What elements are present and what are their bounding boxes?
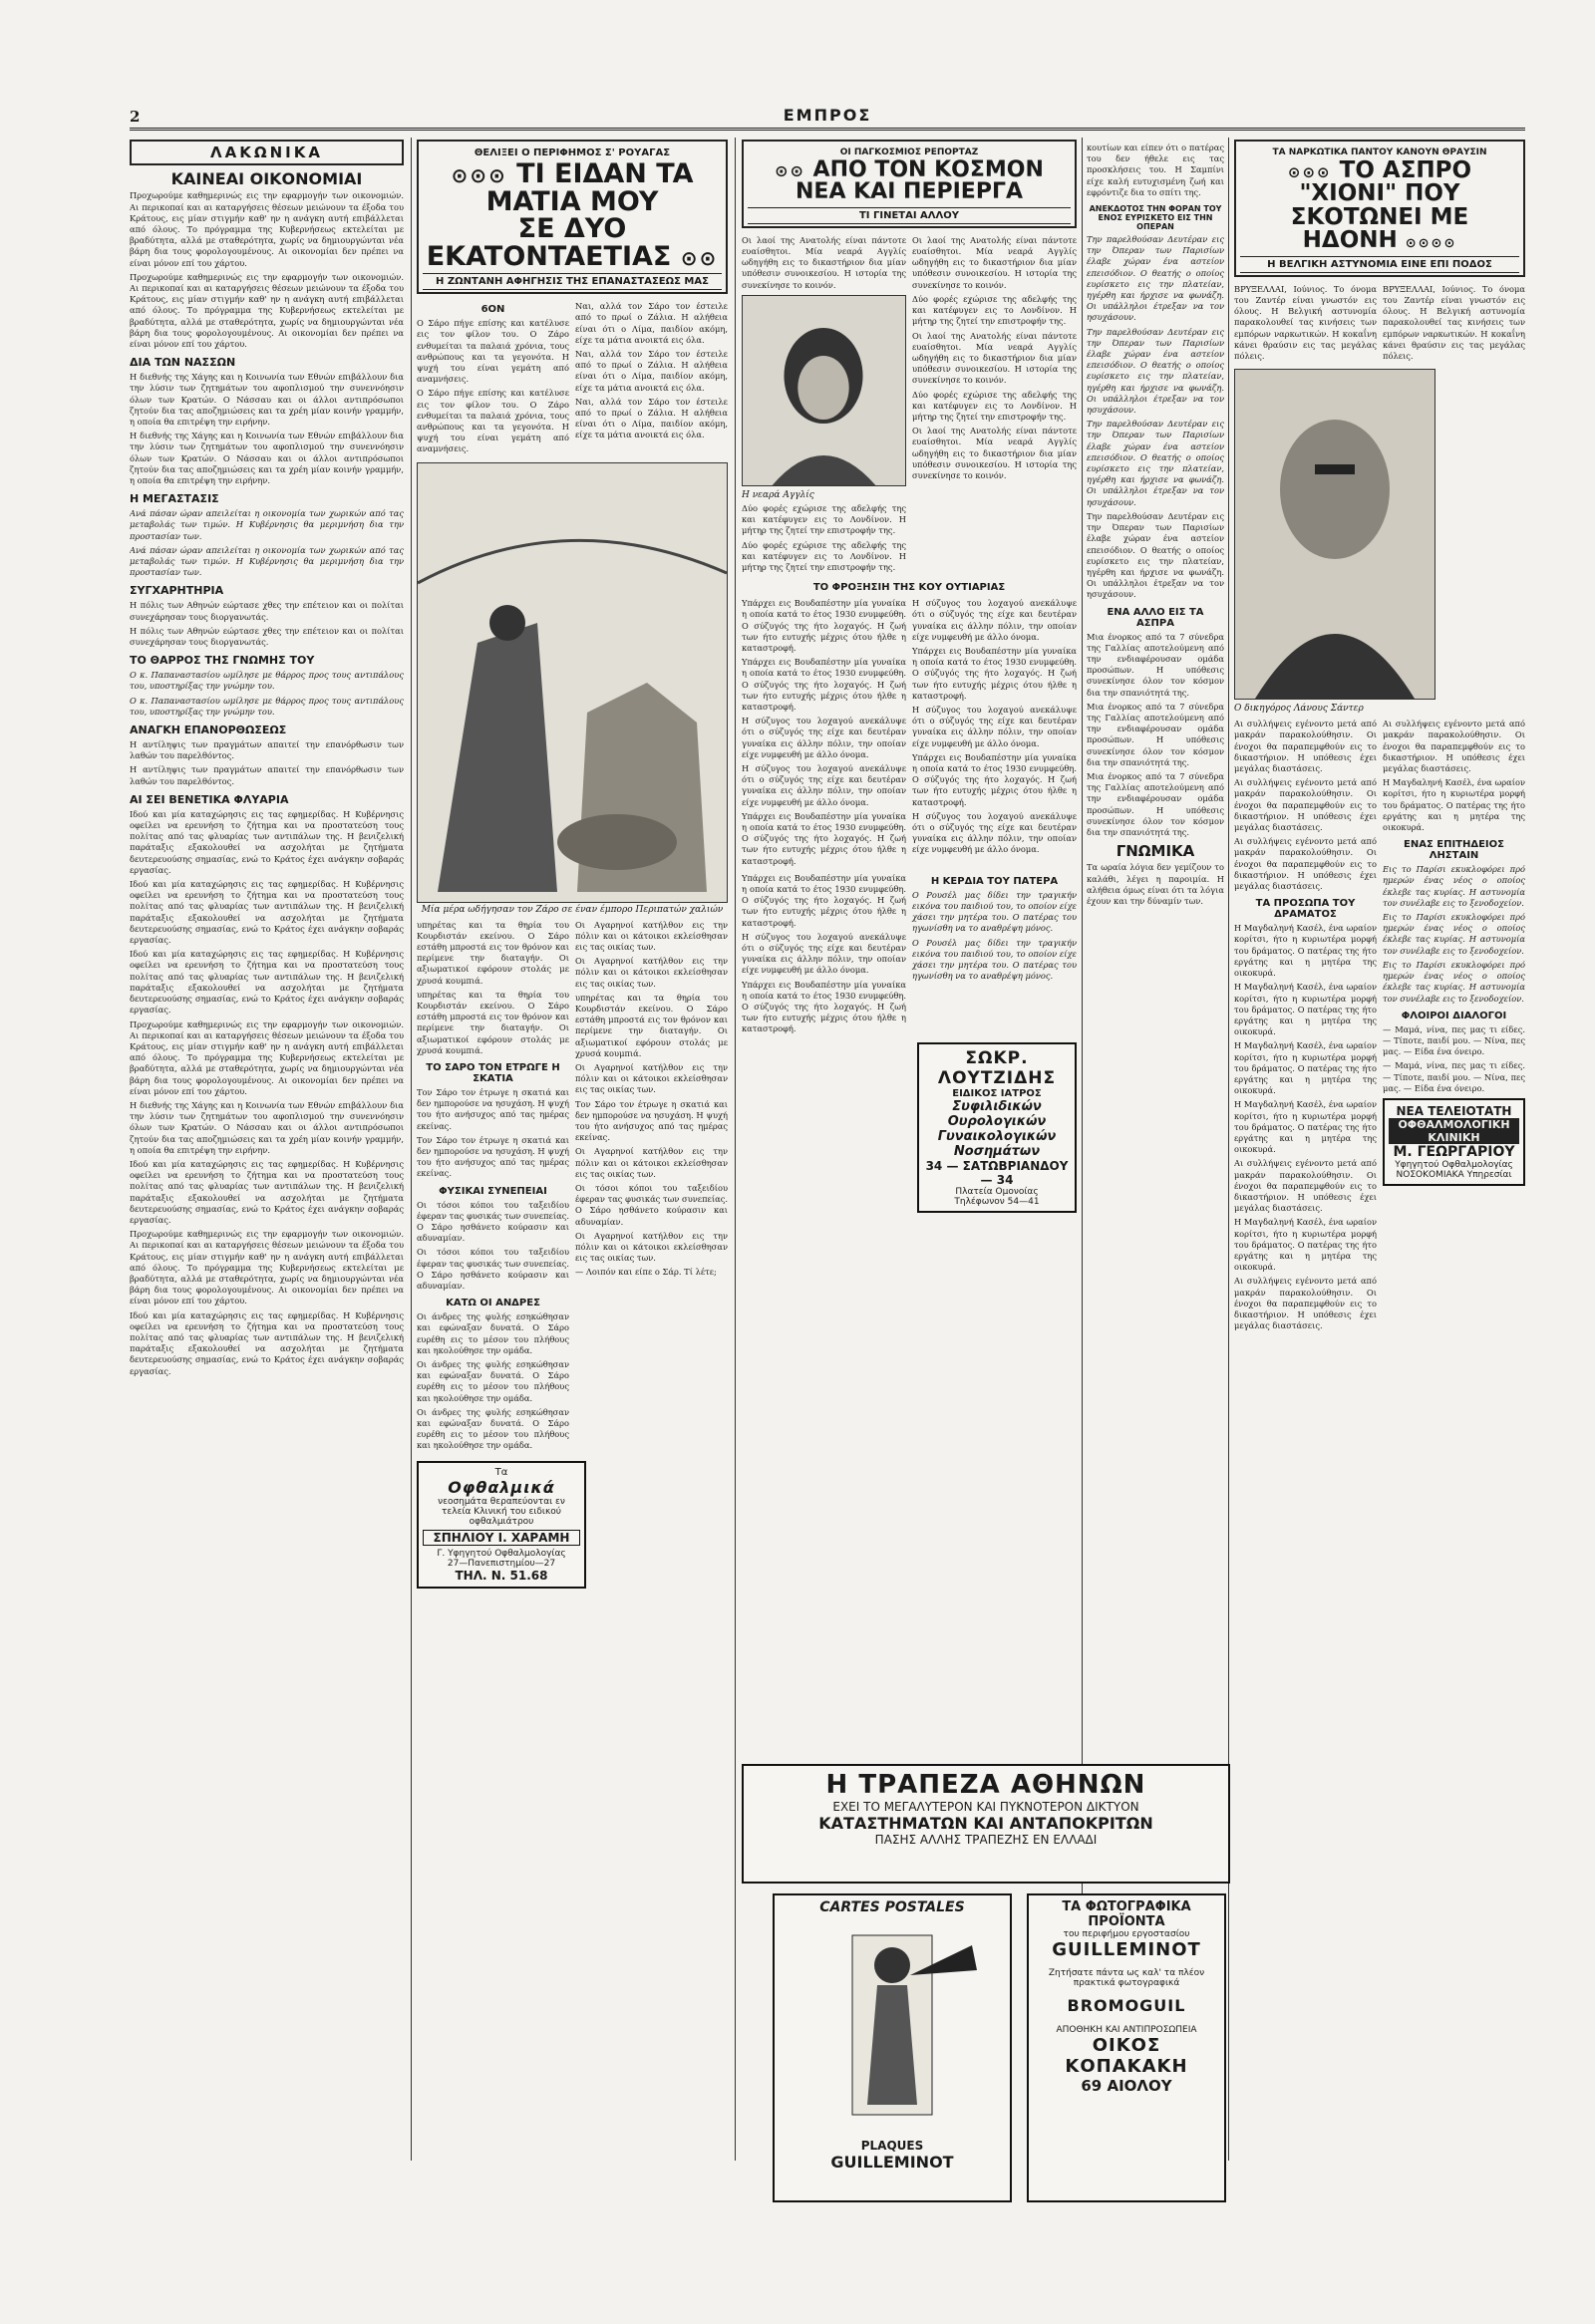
article-text: Ναι, αλλά τον Σάρο τον έστειλε από το πρωί ο Ζάλια. Η αλήθεια είναι ότι ο Λίμα, παιδίον ακόμη, είχε τα μάτια ανοικτά εις όλα. (575, 348, 728, 393)
subheading: ΤΟ ΣΑΡΟ ΤΟΝ ΕΤΡΩΓΕ Η ΣΚΑΤΙΑ (426, 1062, 560, 1084)
article-text: Η σύζυγος του λοχαγού ανεκάλυψε ότι ο σύζυγός της είχε και δευτέραν γυναίκα εις άλλην πόλιν, την οποίαν είχε νυμφευθή με άλλο όνομα. (742, 931, 906, 976)
advertisement-postcards-illustration: CARTES POSTALES PLAQUES GUILLEMINOT (773, 1893, 1012, 2202)
article-text: Προχωρούμε καθημερινώς εις την εφαρμογήν των οικονομιών. Αι περικοπαί και αι καταργήσεις θέσεων μειώνουν τα έξοδα του Κράτους, εις μίαν στιγμήν καθ' ην η ανάγκη αυτή επιβάλλεται από όλους. Το πρόγραμμα της Κυβερνήσεως εκτελείται με βραδύτητα, αλλά με σταθερότητα, χωρίς να δημιουργώνται νέα βάρη δια τους φορολογουμένους. Αι οικονομίαι δεν πρέπει να είναι μόνον επί του χάρτου. (130, 1018, 404, 1096)
subheading: ΣΥΓΧΑΡΗΤΗΡΙΑ (130, 584, 224, 598)
article-text: Υπάρχει εις Βουδαπέστην μία γυναίκα η οποία κατά το έτος 1930 ενυμφεύθη. Ο σύζυγός της ήτο λοχαγός. Η ζωή των ήτο ευτυχής μέχρις ότου ήλθε η καταστροφή. (912, 645, 1077, 701)
article-text: Προχωρούμε καθημερινώς εις την εφαρμογήν των οικονομιών. Αι περικοπαί και αι καταργήσεις θέσεων μειώνουν τα έξοδα του Κράτους, εις μίαν στιγμήν καθ' ην η ανάγκη αυτή επιβάλλεται από όλους. Το πρόγραμμα της Κυβερνήσεως εκτελείται με βραδύτητα, αλλά με σταθερότητα, χωρίς να δημιουργώνται νέα βάρη δια τους φορολογουμένους. Αι οικονομίαι δεν πρέπει να είναι μόνον επί του χάρτου. (130, 190, 404, 268)
article-text: Ιδού και μία καταχώρησις εις τας εφημερίδας. Η Κυβέρνησις οφείλει να ερευνήση το ζήτημα και να προστατεύση τους πολίτας από τας φλυαρίας των αντιπάλων της. Η βενιζελική παράταξις εξακολουθεί να ασχολήται με ζητήματα δευτερευούσης σημασίας, ενώ το Κράτος έχει ανάγκην σοβαράς εργασίας. (130, 949, 404, 1016)
article-text: Ο Ρουσέλ μας δίδει την τραγικήν εικόνα του παιδιού του, το οποίον είχε χάσει την μητέρα του. Ο πατέρας του ηγωνίσθη να το αναθρέψη μόνος. (912, 937, 1077, 982)
article-text: Εις το Παρίσι εκυκλοφόρει πρό ημερών ένας νέος ο οποίος έκλεβε τας κυρίας. Η αστυνομία τον συνέλαβε εις το ξενοδοχείον. (1383, 912, 1525, 956)
subheading: ΚΑΤΩ ΟΙ ΑΝΔΡΕΣ (446, 1298, 540, 1309)
article-text: Οι λαοί της Ανατολής είναι πάντοτε ευαίσθητοι. Μία νεαρά Αγγλίς ωδηγήθη εις το δικαστήριον δια μίαν υπόθεσιν συνοικεσίου. Η ιστορία της συνεκίνησε το κοινόν. (912, 234, 1077, 290)
subheading: ΕΝΑΣ ΕΠΙΤΗΔΕΙΟΣ ΛΗΣΤΑΙΝ (1404, 839, 1504, 862)
advertisement-guilleminot: ΤΑ ΦΩΤΟΓΡΑΦΙΚΑ ΠΡΟΪΟΝΤΑ του περιφήμου εργοστασίου GUILLEMINOT Ζητήσατε πάντα ως καλ' τα πλέον πρακτικά φωτογραφικά BROMOGUIL ΑΠΟΘΗΚΗ ΚΑΙ ΑΝΤΙΠΡΟΣΩΠΕΙΑ ΟΙΚΟΣ ΚΟΠΑΚΑΚΗ 69 ΑΙΟΛΟΥ (1027, 1893, 1226, 2202)
article-text: Οι άνδρες της φυλής εσηκώθησαν και εφώναξαν δυνατά. Ο Σάρο ευρέθη εις το μέσον του πλήθους και ηκολούθησε την ομάδα. (417, 1406, 569, 1451)
article-text: Η Μαγδαληνή Κασέλ, ένα ωραίον κορίτσι, ήτο η κυριωτέρα μορφή του δράματος. Ο πατέρας της ήτο εργάτης και η μητέρα της οικοκυρά. (1234, 1099, 1377, 1155)
ornament-icon: ⊙⊙ (680, 245, 719, 270)
column-rule (735, 138, 736, 2161)
advertisement-bank-of-athens: Η ΤΡΑΠΕΖΑ ΑΘΗΝΩΝ ΕΧΕΙ ΤΟ ΜΕΓΑΛΥΤΕΡΟΝ ΚΑΙ ΠΥΚΝΟΤΕΡΟΝ ΔΙΚΤΥΟΝ ΚΑΤΑΣΤΗΜΑΤΩΝ ΚΑΙ ΑΝΤΑΠΟΚΡΙΤΩΝ ΠΑΣΗΣ ΑΛΛΗΣ ΤΡΑΠΕΖΗΣ ΕΝ ΕΛΛΑΔΙ (742, 1764, 1230, 1884)
ornament-icon: ⊙⊙⊙ (1287, 163, 1332, 181)
portrait-icon (1235, 370, 1435, 699)
article-text: Προχωρούμε καθημερινώς εις την εφαρμογήν των οικονομιών. Αι περικοπαί και αι καταργήσεις θέσεων μειώνουν τα έξοδα του Κράτους, εις μίαν στιγμήν καθ' ην η ανάγκη αυτή επιβάλλεται από όλους. Το πρόγραμμα της Κυβερνήσεως εκτελείται με βραδύτητα, αλλά με σταθερότητα, χωρίς να δημιουργώνται νέα βάρη δια τους φορολογουμένους. Αι οικονομίαι δεν πρέπει να είναι μόνον επί του χάρτου. (130, 1229, 404, 1307)
article-text: Οι Αγαρηνοί κατήλθον εις την πόλιν και οι κάτοικοι εκλείσθησαν εις τας οικίας των. (575, 919, 728, 952)
article-text: Προχωρούμε καθημερινώς εις την εφαρμογήν των οικονομιών. Αι περικοπαί και αι καταργήσεις θέσεων μειώνουν τα έξοδα του Κράτους, εις μίαν στιγμήν καθ' ην η ανάγκη αυτή επιβάλλεται από όλους. Το πρόγραμμα της Κυβερνήσεως εκτελείται με βραδύτητα, αλλά με σταθερότητα, χωρίς να δημιουργώνται νέα βάρη δια τους φορολογουμένους. Αι οικονομίαι δεν πρέπει να είναι μόνον επί του χάρτου. (130, 271, 404, 349)
article-text: Ανά πάσαν ώραν απειλείται η οικονομία των χωρικών από τας μεταβολάς των τιμών. Η Κυβέρνησις θα μεριμνήση δια την προστασίαν των. (130, 544, 404, 578)
article-text: Μια ένορκος από τα 7 σύνεδρα της Γαλλίας αποτελούμενη από την ενδιαφέρουσαν ομάδα προσώπων. Η υπόθεσις συνεκίνησε όλον τον κόσμον δια την σπανιότητά της. (1087, 631, 1224, 698)
article-text: Η διεθνής της Χάγης και η Κοινωνία των Εθνών επιβάλλουν δια την λύσιν των ζητημάτων του αφοπλισμού την συνεννόησιν όλων των Κρατών. Ο Νάσσαυ και οι άλλοι αντιπρόσωποι ζητούν δια τας αποζημιώσεις και τα χρέη μίαν κοινήν γραμμήν, η οποία θα επιτρέψη την ειρήνην. (130, 372, 404, 427)
article-text: Οι Αγαρηνοί κατήλθον εις την πόλιν και οι κάτοικοι εκλείσθησαν εις τας οικίας των. (575, 1062, 728, 1095)
newspaper-name: ΕΜΠΡΟΣ (783, 106, 872, 125)
photo-lawyer-sander (1234, 369, 1436, 700)
ornament-icon: ⊙⊙⊙ (451, 163, 507, 187)
article-text: Ναι, αλλά τον Σάρο τον έστειλε από το πρωί ο Ζάλια. Η αλήθεια είναι ότι ο Λίμα, παιδίον ακόμη, είχε τα μάτια ανοικτά εις όλα. (575, 396, 728, 440)
article-text: Εις το Παρίσι εκυκλοφόρει πρό ημερών ένας νέος ο οποίος έκλεβε τας κυρίας. Η αστυνομία τον συνέλαβε εις το ξενοδοχείον. (1383, 959, 1525, 1004)
photo-young-englishwoman (742, 295, 906, 486)
article-text: Αι συλλήψεις εγένοντο μετά από μακράν παρακολούθησιν. Οι ένοχοι θα παραπεμφθούν εις το δικαστήριον. Η υπόθεσις έχει μεγάλας διαστάσεις. (1234, 1276, 1377, 1331)
column-narcotics (1234, 140, 1525, 2163)
article-text: Ο κ. Παπαναστασίου ωμίλησε με θάρρος προς τους αντιπάλους του, υποστηρίξας την γνώμην του. (130, 695, 404, 717)
article-text: Η σύζυγος του λοχαγού ανεκάλυψε ότι ο σύζυγός της είχε και δευτέραν γυναίκα εις άλλην πόλιν, την οποίαν είχε νυμφευθή με άλλο όνομα. (912, 810, 1077, 855)
subheading: ΑΝΑΓΚΗ ΕΠΑΝΟΡΘΩΣΕΩΣ (130, 724, 287, 737)
article-text: υπηρέτας και τα θηρία του Κουρδιστάν εκείνου. Ο Σάρο εστάθη μπροστά εις τον θρόνον και περίμενε την διαταγήν. Οι αξιωματικοί εφόρουν στολάς με χρυσά κουμπιά. (417, 989, 569, 1055)
trumpeter-icon (783, 1915, 1002, 2135)
article-text: Ιδού και μία καταχώρησις εις τας εφημερίδας. Η Κυβέρνησις οφείλει να ερευνήση το ζήτημα και να προστατεύση τους πολίτας από τας φλυαρίας των αντιπάλων της. Η βενιζελική παράταξις εξακολουθεί να ασχολήται με ζητήματα δευτερευούσης σημασίας, ενώ το Κράτος έχει ανάγκην σοβαράς εργασίας. (130, 1158, 404, 1225)
subheading: Η ΜΕΓΑΣΤΑΣΙΣ (130, 492, 219, 506)
advertisement-doctor-loutzidis: ΣΩΚΡ. ΛΟΥΤΖΙΔΗΣ ΕΙΔΙΚΟΣ ΙΑΤΡΟΣ Συφιλιδικών Ουρολογικών Γυναικολογικών Νοσημάτων 34 — ΣΑΤΩΒΡΙΑΝΔΟΥ — 34 Πλατεία Ομονοίας Τηλέφωνον 54—41 (917, 1042, 1077, 1213)
illustration-camels (417, 462, 728, 903)
article-text: Αι συλλήψεις εγένοντο μετά από μακράν παρακολούθησιν. Οι ένοχοι θα παραπεμφθούν εις το δικαστήριον. Η υπόθεσις έχει μεγάλας διαστάσεις. (1234, 719, 1377, 774)
article-text: Μια ένορκος από τα 7 σύνεδρα της Γαλλίας αποτελούμενη από την ενδιαφέρουσαν ομάδα προσώπων. Η υπόθεσις συνεκίνησε όλον τον κόσμον δια την σπανιότητά της. (1087, 770, 1224, 837)
subheading: Η ΚΕΡΔΙΑ ΤΟΥ ΠΑΤΕΡΑ (930, 875, 1059, 887)
article-text: υπηρέτας και τα θηρία του Κουρδιστάν εκείνου. Ο Σάρο εστάθη μπροστά εις τον θρόνον και περίμενε την διαταγήν. Οι αξιωματικοί εφόρουν στολάς με χρυσά κουμπιά. (417, 919, 569, 986)
illustration-caption: Μία μέρα ωδήγησαν τον Ζάρο σε έναν έμπορο Περιπατών χαλιών (421, 904, 724, 915)
article-text: Τον Σάρο τον έτρωγε η σκατιά και δεν ημπορούσε να ησυχάση. Η ψυχή του ήτο ανήσυχος από τας ημέρας εκείνας. (575, 1098, 728, 1143)
article-text: Δύο φορές εχώρισε της αδελφής της και κατέφυγεν εις το Λονδίνον. Η μήτηρ της ζητεί την επιστροφήν της. (912, 389, 1077, 422)
subheading: ΤΟ ΘΑΡΡΟΣ ΤΗΣ ΓΝΩΜΗΣ ΤΟΥ (130, 654, 315, 668)
article-text: Οι Αγαρηνοί κατήλθον εις την πόλιν και οι κάτοικοι εκλείσθησαν εις τας οικίας των. (575, 956, 728, 989)
article-text: κουτίων και είπεν ότι ο πατέρας του δεν ήθελε εις τας προσκλήσεις του. Η Σαμπίνι είχε καλή ευτυχισμένη ζωή και εφρόντιζε δια το σπίτι της. (1087, 143, 1224, 197)
article-text: Η πόλις των Αθηνών εώρτασε χθες την επέτειον και οι πολίται συνεχάρησαν τους διοργανωτάς. (130, 625, 404, 648)
article-text: Οι άνδρες της φυλής εσηκώθησαν και εφώναξαν δυνατά. Ο Σάρο ευρέθη εις το μέσον του πλήθους και ηκολούθησε την ομάδα. (417, 1311, 569, 1355)
subheading: ΕΝΑ ΑΛΛΟ ΕΙΣ ΤΑ ΑΣΠΡΑ (1107, 606, 1204, 629)
photo-caption: Ο δικηγόρος Λάνους Σάντερ (1234, 704, 1364, 715)
article-text: Οι τόσοι κόποι του ταξειδίου έφεραν τας φυσικάς των συνεπείας. Ο Σάρο ησθάνετο κούρασιν και αδυναμίαν. (417, 1247, 569, 1292)
subheading: ΤΑ ΠΡΟΣΩΠΑ ΤΟΥ ΔΡΑΜΑΤΟΣ (1255, 898, 1356, 921)
subheading: ΤΟ ΦΡΟΞΗΣΙΗ ΤΗΣ ΚΟΥ ΟΥΤΙΑΡΙΑΣ (812, 582, 1006, 594)
article-text: Οι τόσοι κόποι του ταξειδίου έφεραν τας φυσικάς των συνεπείας. Ο Σάρο ησθάνετο κούρασιν και αδυναμίαν. (575, 1183, 728, 1227)
article-text: Η Μαγδαληνή Κασέλ, ένα ωραίον κορίτσι, ήτο η κυριωτέρα μορφή του δράματος. Ο πατέρας της ήτο εργάτης και η μητέρα της οικοκυρά. (1234, 1217, 1377, 1273)
article-text: Ο Ρουσέλ μας δίδει την τραγικήν εικόνα του παιδιού του, το οποίον είχε χάσει την μητέρα του. Ο πατέρας του ηγωνίσθη να το αναθρέψη μόνος. (912, 889, 1077, 934)
article-text: Την παρελθούσαν Δευτέραν εις την Όπεραν των Παρισίων έλαβε χώραν ένα αστείον επεισόδιον. Ο θεατής ο οποίος ευρίσκετο εις την πλατείαν, ηγέρθη και ήρχισε να φωνάζη. Οι υπάλληλοι έτρεξαν να τον ησυχάσουν. (1087, 419, 1224, 507)
article-text: Τον Σάρο τον έτρωγε η σκατιά και δεν ημπορούσε να ησυχάση. Η ψυχή του ήτο ανήσυχος από τας ημέρας εκείνας. (417, 1134, 569, 1179)
article-text: Υπάρχει εις Βουδαπέστην μία γυναίκα η οποία κατά το έτος 1930 ενυμφεύθη. Ο σύζυγός της ήτο λοχαγός. Η ζωή των ήτο ευτυχής μέχρις ότου ήλθε η καταστροφή. (742, 979, 906, 1034)
subheading: ΔΙΑ ΤΩΝ ΝΑΣΣΩΝ (130, 356, 236, 370)
column-rule (411, 138, 412, 2161)
advertisement-eye-clinic: Τα Οφθαλμικά νεοσημάτα θεραπεύονται εν τελεία Κλινική του ειδικού οφθαλμιάτρου ΣΠΗΛΙΟΥ Ι. ΧΑΡΑΜΗ Γ. Υφηγητού Οφθαλμολογίας 27—Πανεπιστημίου—27 ΤΗΛ. Ν. 51.68 (417, 1461, 586, 1589)
article-text: Τα ωραία λόγια δεν γεμίζουν το καλάθι, λέγει η παροιμία. Η αλήθεια όμως είναι ότι τα λόγια έχουν και την δύναμίν των. (1087, 862, 1224, 907)
article-headline: ⊙⊙ ΑΠΟ ΤΟΝ ΚΟΣΜΟΝ (775, 157, 1044, 182)
article-text: Οι λαοί της Ανατολής είναι πάντοτε ευαίσθητοι. Μία νεαρά Αγγλίς ωδηγήθη εις το δικαστήριον δια μίαν υπόθεσιν συνοικεσίου. Η ιστορία της συνεκίνησε το κοινόν. (742, 234, 906, 290)
column-lakonika (130, 140, 404, 2163)
article-text: Αι συλλήψεις εγένοντο μετά από μακράν παρακολούθησιν. Οι ένοχοι θα παραπεμφθούν εις το δικαστήριον. Η υπόθεσις έχει μεγάλας διαστάσεις. (1234, 1158, 1377, 1214)
article-text: Ανά πάσαν ώραν απειλείται η οικονομία των χωρικών από τας μεταβολάς των τιμών. Η Κυβέρνησις θα μεριμνήση δια την προστασίαν των. (130, 508, 404, 541)
article-text: Οι άνδρες της φυλής εσηκώθησαν και εφώναξαν δυνατά. Ο Σάρο ευρέθη εις το μέσον του πλήθους και ηκολούθησε την ομάδα. (417, 1359, 569, 1403)
article-text: Υπάρχει εις Βουδαπέστην μία γυναίκα η οποία κατά το έτος 1930 ενυμφεύθη. Ο σύζυγός της ήτο λοχαγός. Η ζωή των ήτο ευτυχής μέχρις ότου ήλθε η καταστροφή. (912, 751, 1077, 807)
article-text: Αι συλλήψεις εγένοντο μετά από μακράν παρακολούθησιν. Οι ένοχοι θα παραπεμφθούν εις το δικαστήριον. Η υπόθεσις έχει μεγάλας διαστάσεις. (1234, 777, 1377, 833)
headline-box (1234, 140, 1525, 277)
article-text: Υπάρχει εις Βουδαπέστην μία γυναίκα η οποία κατά το έτος 1930 ενυμφεύθη. Ο σύζυγός της ήτο λοχαγός. Η ζωή των ήτο ευτυχής μέχρις ότου ήλθε η καταστροφή. (742, 657, 906, 712)
article-continuation: — Λοιπόν και είπε ο Σάρ. Τί λέτε; (575, 1267, 717, 1278)
subheading: ΦΛΟΙΡΟΙ ΔΙΑΛΟΓΟΙ (1401, 1010, 1507, 1021)
article-text: Η σύζυγος του λοχαγού ανεκάλυψε ότι ο σύζυγός της είχε και δευτέραν γυναίκα εις άλλην πόλιν, την οποίαν είχε νυμφευθή με άλλο όνομα. (742, 716, 906, 759)
article-text: Αι συλλήψεις εγένοντο μετά από μακράν παρακολούθησιν. Οι ένοχοι θα παραπεμφθούν εις το δικαστήριον. Η υπόθεσις έχει μεγάλας διαστάσεις. (1383, 719, 1525, 774)
subheading: ΦΥΣΙΚΑΙ ΣΥΝΕΠΕΙΑΙ (439, 1185, 547, 1197)
article-text: — Μαμά, νίνα, πες μας τι είδες. — Τίποτε, παιδί μου. — Νίνα, πες μας. — Είδα ένα όνειρο. (1383, 1023, 1525, 1057)
drawing-icon (418, 463, 727, 902)
article-text: Οι λαοί της Ανατολής είναι πάντοτε ευαίσθητοι. Μία νεαρά Αγγλίς ωδηγήθη εις το δικαστήριον δια μίαν υπόθεσιν συνοικεσίου. Η ιστορία της συνεκίνησε το κοινόν. (912, 426, 1077, 480)
article-text: Την παρελθούσαν Δευτέραν εις την Όπεραν των Παρισίων έλαβε χώραν ένα αστείον επεισόδιον. Ο θεατής ο οποίος ευρίσκετο εις την πλατείαν, ηγέρθη και ήρχισε να φωνάζη. Οι υπάλληλοι έτρεξαν να τον ησυχάσουν. (1087, 326, 1224, 416)
headline-box (417, 140, 728, 294)
subheading: ΑΙ ΣΕΙ ΒΕΝΕΤΙΚΑ ΦΛΥΑΡΙΑ (130, 792, 289, 806)
article-text: Ιδού και μία καταχώρησις εις τας εφημερίδας. Η Κυβέρνησις οφείλει να ερευνήση το ζήτημα και να προστατεύση τους πολίτας από τας φλυαρίας των αντιπάλων της. Η βενιζελική παράταξις εξακολουθεί να ασχολήται με ζητήματα δευτερευούσης σημασίας, ενώ το Κράτος έχει ανάγκην σοβαράς εργασίας. (130, 808, 404, 875)
photo-caption: Η νεαρά Αγγλίς (742, 489, 814, 500)
gnomika-heading: ΓΝΩΜΙΚΑ (1116, 842, 1195, 861)
section-kicker: ΛΑΚΩΝΙΚΑ (130, 140, 404, 165)
episode-number: 6ΟΝ (480, 304, 505, 316)
section-kicker: ΤΑ ΝΑΡΚΩΤΙΚΑ ΠΑΝΤΟΥ ΚΑΝΟΥΝ ΘΡΑΥΣΙΝ (1272, 147, 1487, 157)
portrait-icon (743, 296, 905, 485)
article-text: Ιδού και μία καταχώρησις εις τας εφημερίδας. Η Κυβέρνησις οφείλει να ερευνήση το ζήτημα και να προστατεύση τους πολίτας από τας φλυαρίας των αντιπάλων της. Η βενιζελική παράταξις εξακολουθεί να ασχολήται με ζητήματα δευτερευούσης σημασίας, ενώ το Κράτος έχει ανάγκην σοβαράς εργασίας. (130, 879, 404, 946)
ornament-icon: ⊙⊙ (775, 161, 805, 180)
ornament-icon: ⊙⊙⊙⊙ (1405, 236, 1457, 252)
article-text: Οι λαοί της Ανατολής είναι πάντοτε ευαίσθητοι. Μία νεαρά Αγγλίς ωδηγήθη εις το δικαστήριον δια μίαν υπόθεσιν συνοικεσίου. Η ιστορία της συνεκίνησε το κοινόν. (912, 330, 1077, 386)
article-text: Την παρελθούσαν Δευτέραν εις την Όπεραν των Παρισίων έλαβε χώραν ένα αστείον επεισόδιον. Ο θεατής ο οποίος ευρίσκετο εις την πλατείαν, ηγέρθη και ήρχισε να φωνάζη. Οι υπάλληλοι έτρεξαν να τον ησυχάσουν. (1087, 234, 1224, 323)
article-text: Η διεθνής της Χάγης και η Κοινωνία των Εθνών επιβάλλουν δια την λύσιν των ζητημάτων του αφοπλισμού την συνεννόησιν όλων των Κρατών. Ο Νάσσαυ και οι άλλοι αντιπρόσωποι ζητούν δια τας αποζημιώσεις και τα χρέη μίαν κοινήν γραμμήν, η οποία θα επιτρέψη την ειρήνην. (130, 1099, 404, 1155)
article-text: Μια ένορκος από τα 7 σύνεδρα της Γαλλίας αποτελούμενη από την ενδιαφέρουσαν ομάδα προσώπων. Η υπόθεσις συνεκίνησε όλον τον κόσμον δια την σπανιότητά της. (1087, 701, 1224, 767)
article-text: Η διεθνής της Χάγης και η Κοινωνία των Εθνών επιβάλλουν δια την λύσιν των ζητημάτων του αφοπλισμού την συνεννόησιν όλων των Κρατών. Ο Νάσσαυ και οι άλλοι αντιπρόσωποι ζητούν δια τας αποζημιώσεις και τα χρέη μίαν κοινήν γραμμήν, η οποία θα επιτρέψη την ειρήνην. (130, 431, 404, 485)
article-text: ΒΡΥΞΕΛΛΑΙ, Ιούνιος. Το όνομα του Ζαντέρ είναι γνωστόν εις όλους. Η Βελγική αστυνομία παρακολουθεί τας κινήσεις των εμπόρων ναρκωτικών. Η κοκαΐνη κάνει θραύσιν εις τας μεγάλας πόλεις. (1383, 283, 1525, 362)
article-text: Υπάρχει εις Βουδαπέστην μία γυναίκα η οποία κατά το έτος 1930 ενυμφεύθη. Ο σύζυγός της ήτο λοχαγός. Η ζωή των ήτο ευτυχής μέχρις ότου ήλθε η καταστροφή. (742, 810, 906, 866)
article-text: Αι συλλήψεις εγένοντο μετά από μακράν παρακολούθησιν. Οι ένοχοι θα παραπεμφθούν εις το δικαστήριον. Η υπόθεσις έχει μεγάλας διαστάσεις. (1234, 836, 1377, 892)
article-text: Η σύζυγος του λοχαγού ανεκάλυψε ότι ο σύζυγός της είχε και δευτέραν γυναίκα εις άλλην πόλιν, την οποίαν είχε νυμφευθή με άλλο όνομα. (912, 598, 1077, 642)
article-text: ΒΡΥΞΕΛΛΑΙ, Ιούνιος. Το όνομα του Ζαντέρ είναι γνωστόν εις όλους. Η Βελγική αστυνομία παρακολουθεί τας κινήσεις των εμπόρων ναρκωτικών. Η κοκαΐνη κάνει θραύσιν εις τας μεγάλας πόλεις. (1234, 283, 1377, 362)
article-headline-line2: ΣE ΔYO EKATONTAETIAΣ ⊙⊙ (426, 213, 719, 272)
article-text: Την παρελθούσαν Δευτέραν εις την Όπεραν των Παρισίων έλαβε χώραν ένα αστείον επεισόδιον. Ο θεατής ο οποίος ευρίσκετο εις την πλατείαν, ηγέρθη και ήρχισε να φωνάζη. Οι υπάλληλοι έτρεξαν να τον ησυχάσουν. (1087, 510, 1224, 600)
article-text: Ιδού και μία καταχώρησις εις τας εφημερίδας. Η Κυβέρνησις οφείλει να ερευνήση το ζήτημα και να προστατεύση τους πολίτας από τας φλυαρίας των αντιπάλων της. Η βενιζελική παράταξις εξακολουθεί να ασχολήται με ζητήματα δευτερευούσης σημασίας, ενώ το Κράτος έχει ανάγκην σοβαράς εργασίας. (130, 1309, 404, 1376)
article-subtitle: ΤΙ ΓΙΝΕΤΑΙ ΑΛΛΟΥ (748, 207, 1071, 224)
article-headline-line2: ΝΕΑ ΚΑΙ ΠΕΡΙΕΡΓΑ (796, 179, 1023, 205)
subheading: ΑΝΕΚΔΟΤΟΣ ΤΗΝ ΦΟΡΑΝ ΤΟΥ ΕΝΟΣ ΕΥΡΙΣΚΕΤΟ ΕΙΣ ΤΗΝ ΟΠΕΡΑΝ (1089, 204, 1222, 232)
article-text: Η Μαγδαληνή Κασέλ, ένα ωραίον κορίτσι, ήτο η κυριωτέρα μορφή του δράματος. Ο πατέρας της ήτο εργάτης και η μητέρα της οικοκυρά. (1234, 1040, 1377, 1096)
article-text: Οι τόσοι κόποι του ταξειδίου έφεραν τας φυσικάς των συνεπείας. Ο Σάρο ησθάνετο κούρασιν και αδυναμίαν. (417, 1199, 569, 1244)
article-text: Η σύζυγος του λοχαγού ανεκάλυψε ότι ο σύζυγός της είχε και δευτέραν γυναίκα εις άλλην πόλιν, την οποίαν είχε νυμφευθή με άλλο όνομα. (912, 704, 1077, 748)
article-text: Η πόλις των Αθηνών εώρτασε χθες την επέτειον και οι πολίται συνεχάρησαν τους διοργανωτάς. (130, 600, 404, 622)
article-headline: ⊙⊙⊙ TI EIΔAN TA MATIA MOY (451, 158, 694, 217)
article-text: Η αντίληψις των πραγμάτων απαιτεί την επανόρθωσιν των λαθών του παρελθόντος. (130, 739, 404, 761)
page-number: 2 (130, 108, 141, 126)
article-text: Η Μαγδαληνή Κασέλ, ένα ωραίον κορίτσι, ήτο η κυριωτέρα μορφή του δράματος. Ο πατέρας της ήτο εργάτης και η μητέρα της οικοκυρά. (1234, 923, 1377, 979)
article-headline-line2: ΣΚΟΤΩΝΕΙ ΜΕ ΗΔΟΝΗ ⊙⊙⊙⊙ (1290, 203, 1469, 254)
article-subtitle: Η ΒΕΛΓΙΚΗ ΑΣΤΥΝΟΜΙΑ ΕΙΝΕ ΕΠΙ ΠΟΔΟΣ (1240, 256, 1519, 273)
article-text: Η Μαγδαληνή Κασέλ, ένα ωραίον κορίτσι, ήτο η κυριωτέρα μορφή του δράματος. Ο πατέρας της ήτο εργάτης και η μητέρα της οικοκυρά. (1383, 777, 1525, 833)
article-text: Υπάρχει εις Βουδαπέστην μία γυναίκα η οποία κατά το έτος 1930 ενυμφεύθη. Ο σύζυγός της ήτο λοχαγός. Η ζωή των ήτο ευτυχής μέχρις ότου ήλθε η καταστροφή. (742, 598, 906, 653)
section-kicker: ΘΕΛΙΞΕΙ Ο ΠΕΡΙΦΗΜΟΣ Σ' ΡΟΥΑΓΑΣ (474, 147, 671, 158)
article-text: Εις το Παρίσι εκυκλοφόρει πρό ημερών ένας νέος ο οποίος έκλεβε τας κυρίας. Η αστυνομία τον συνέλαβε εις το ξενοδοχείον. (1383, 864, 1525, 908)
article-text: — Μαμά, νίνα, πες μας τι είδες. — Τίποτε, παιδί μου. — Νίνα, πες μας. — Είδα ένα όνειρο. (1383, 1060, 1525, 1093)
article-text: Ο Σάρο πήγε επίσης και κατέλυσε εις τον φίλον του. Ο Ζάρο ενθυμείται τα παλαιά χρόνια, τους ανθρώπους και τα γεγονότα. Η ψυχή του είναι γεμάτη από αναμνήσεις. (417, 318, 569, 385)
article-text: Υπάρχει εις Βουδαπέστην μία γυναίκα η οποία κατά το έτος 1930 ενυμφεύθη. Ο σύζυγός της ήτο λοχαγός. Η ζωή των ήτο ευτυχής μέχρις ότου ήλθε η καταστροφή. (742, 872, 906, 928)
article-text: Ο κ. Παπαναστασίου ωμίλησε με θάρρος προς τους αντιπάλους του, υποστηρίξας την γνώμην του. (130, 670, 404, 692)
article-text: Δύο φορές εχώρισε της αδελφής της και κατέφυγεν εις το Λονδίνον. Η μήτηρ της ζητεί την επιστροφήν της. (742, 539, 906, 572)
column-ti-eidan (417, 140, 728, 2163)
article-text: Τον Σάρο τον έτρωγε η σκατιά και δεν ημπορούσε να ησυχάση. Η ψυχή του ήτο ανήσυχος από τας ημέρας εκείνας. (417, 1087, 569, 1131)
article-text: Η σύζυγος του λοχαγού ανεκάλυψε ότι ο σύζυγός της είχε και δευτέραν γυναίκα εις άλλην πόλιν, την οποίαν είχε νυμφευθή με άλλο όνομα. (742, 762, 906, 807)
article-text: Οι Αγαρηνοί κατήλθον εις την πόλιν και οι κάτοικοι εκλείσθησαν εις τας οικίας των. (575, 1146, 728, 1179)
article-text: Η Μαγδαληνή Κασέλ, ένα ωραίον κορίτσι, ήτο η κυριωτέρα μορφή του δράματος. Ο πατέρας της ήτο εργάτης και η μητέρα της οικοκυρά. (1234, 982, 1377, 1037)
article-text: Ναι, αλλά τον Σάρο τον έστειλε από το πρωί ο Ζάλια. Η αλήθεια είναι ότι ο Λίμα, παιδίον ακόμη, είχε τα μάτια ανοικτά εις όλα. (575, 301, 728, 345)
article-headline: ⊙⊙⊙ ΤΟ ΑΣΠΡΟ "ΧΙΟΝΙ" ΠΟΥ (1287, 157, 1472, 207)
article-text: υπηρέτας και τα θηρία του Κουρδιστάν εκείνου. Ο Σάρο εστάθη μπροστά εις τον θρόνον και περίμενε την διαταγήν. Οι αξιωματικοί εφόρουν στολάς με χρυσά κουμπιά. (575, 992, 728, 1058)
column-opera (1087, 140, 1224, 1266)
article-headline: ΚΑΙΝΕΑΙ ΟΙΚΟΝΟΜΙΑΙ (170, 169, 363, 188)
advertisement-eye-clinic-georgariou: ΝΕΑ ΤΕΛΕΙΟΤΑΤΗ ΟΦΘΑΛΜΟΛΟΓΙΚΗ ΚΛΙΝΙΚΗ Μ. ΓΕΩΡΓΑΡΙΟΥ Υφηγητού Οφθαλμολογίας ΝΟΣΟΚΟΜΙΑΚΑ Υπηρεσίαι (1383, 1098, 1525, 1186)
masthead (130, 108, 1525, 131)
headline-box (742, 140, 1077, 228)
article-text: Ο Σάρο πήγε επίσης και κατέλυσε εις τον φίλον του. Ο Ζάρο ενθυμείται τα παλαιά χρόνια, τους ανθρώπους και τα γεγονότα. Η ψυχή του είναι γεμάτη από αναμνήσεις. (417, 388, 569, 454)
article-text: Δύο φορές εχώρισε της αδελφής της και κατέφυγεν εις το Λονδίνον. Η μήτηρ της ζητεί την επιστροφήν της. (742, 502, 906, 536)
article-text: Η αντίληψις των πραγμάτων απαιτεί την επανόρθωσιν των λαθών του παρελθόντος. (130, 764, 404, 786)
article-text: Οι Αγαρηνοί κατήλθον εις την πόλιν και οι κάτοικοι εκλείσθησαν εις τας οικίας των. (575, 1230, 728, 1264)
section-kicker: ΟΙ ΠΑΓΚΟΣΜΙΟΣ ΡΕΠΟΡΤΑΖ (839, 147, 979, 157)
article-text: Δύο φορές εχώρισε της αδελφής της και κατέφυγεν εις το Λονδίνον. Η μήτηρ της ζητεί την επιστροφήν της. (912, 293, 1077, 327)
article-subtitle: Η ΖΩΝΤΑΝΗ ΑΦΗΓΗΣΙΣ ΤΗΣ ΕΠΑΝΑΣΤΑΣΕΩΣ ΜΑΣ (423, 273, 722, 290)
